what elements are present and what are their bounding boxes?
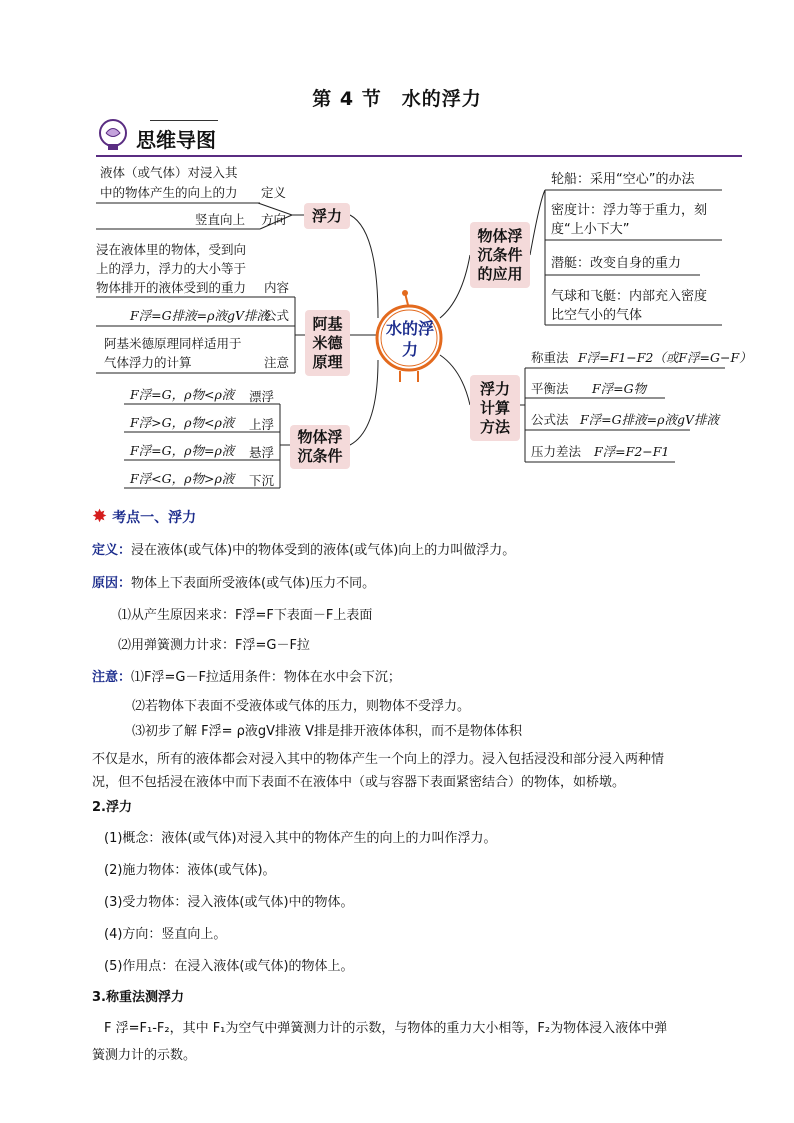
cond-tag-1: 漂浮 [249,389,275,404]
node-conditions-line1: 物体浮 [297,428,343,446]
node-methods-line2: 计算 [479,398,510,417]
arch-content-tag: 内容 [264,280,290,295]
node-methods-line1: 浮力 [479,379,510,398]
arch-content-3: 物体排开的液体受到的重力 [96,280,247,295]
method-formula-4: F浮=F2−F1 [594,444,670,459]
arch-note-1: 阿基米德原理同样适用于 [104,336,242,351]
cause-line [92,574,375,594]
node-applications-line3: 的应用 [477,264,523,283]
mindmap-heading: 思维导图 [136,128,216,152]
section1-heading-row [92,506,196,527]
app-item-2: 密度计：浮力等于重力，刻 [551,203,708,218]
section1-heading: 考点一、浮力 [112,510,197,526]
method-name-3: 公式法 [531,412,569,427]
cond-formula-4: F浮<G，ρ物>ρ液 [130,471,235,486]
cause-method-1: ⑴从产生原因来求：F浮=F下表面－F上表面 [118,608,373,623]
node-methods [470,375,520,441]
cause-text: 物体上下表面所受液体(或气体)压力不同。 [131,576,376,591]
node-conditions [290,425,350,469]
cause-method-2: ⑵用弹簧测力计求：F浮=G－F拉 [118,638,310,653]
method-formula-1: F浮=F1−F2（或F浮=G−F） [578,350,752,365]
node-archimedes-line2: 米德 [312,333,343,352]
s2-item-2: (2)施力物体：液体(或气体)。 [104,863,276,878]
app-item-6: 比空气小的气体 [551,308,643,323]
s3-line-1: F 浮=F₁-F₂，其中 F₁为空气中弹簧测力计的示数，与物体的重力大小相等，F₂为物体浸入液体中弹 [104,1021,668,1036]
node-methods-line3: 方法 [479,417,510,436]
method-name-1: 称重法 [531,350,569,365]
dir-text: 竖直向上 [195,212,246,227]
note-label: 注意： [92,670,132,685]
dir-tag: 方向 [261,212,287,227]
app-item-4: 潜艇：改变自身的重力 [551,256,682,271]
def-tag: 定义 [261,185,287,200]
s3-line-2: 簧测力计的示数。 [92,1048,197,1063]
definition-text: 浸在液体(或气体)中的物体受到的液体(或气体)向上的力叫做浮力。 [131,543,516,558]
cause-label: 原因： [92,576,132,591]
paragraph-line-1: 不仅是水，所有的液体都会对浸入其中的物体产生一个向上的浮力。浸入包括浸没和部分浸入两种情 [92,752,665,767]
s2-item-3: (3)受力物体：浸入液体(或气体)中的物体。 [104,895,354,910]
method-name-4: 压力差法 [531,444,582,459]
app-item-5: 气球和飞艇：内部充入密度 [551,289,708,304]
cond-tag-4: 下沉 [249,473,275,488]
s2-item-4: (4)方向：竖直向上。 [104,927,227,942]
arch-note-2: 气体浮力的计算 [104,355,192,370]
definition-label: 定义： [92,543,132,558]
page-title: 第 4 节 水的浮力 [312,88,482,110]
node-archimedes [305,310,350,376]
s2-item-1: (1)概念：液体(或气体)对浸入其中的物体产生的向上的力叫作浮力。 [104,831,497,846]
note-2: ⑵若物体下表面不受液体或气体的压力，则物体不受浮力。 [132,699,471,714]
node-conditions-line2: 沉条件 [297,447,343,465]
arch-content-1: 浸在液体里的物体，受到向 [96,242,247,257]
def-text-2: 中的物体产生的向上的力 [100,185,238,200]
cond-formula-2: F浮>G，ρ物<ρ液 [130,415,235,430]
method-name-2: 平衡法 [531,381,569,396]
arch-formula-tag: 公式 [264,308,290,323]
node-archimedes-line1: 阿基 [312,314,343,333]
method-formula-3: F浮=G排液=ρ液gV排液 [580,412,719,427]
arch-note-tag: 注意 [264,355,290,370]
s2-item-5: (5)作用点：在浸入液体(或气体)的物体上。 [104,959,354,974]
app-item-3: 度“上小下大” [551,222,630,237]
arch-content-2: 上的浮力，浮力的大小等于 [96,261,247,276]
node-applications [470,222,530,288]
note-1: ⑴F浮=G－F拉适用条件：物体在水中会下沉； [131,670,401,685]
method-formula-2: F浮=G物 [592,381,647,396]
definition-line [92,541,515,561]
star-burst-icon: ✸ [92,506,108,527]
cond-tag-3: 悬浮 [249,445,275,460]
arch-formula: F浮=G排液=ρ液gV排液 [130,308,269,323]
cond-tag-2: 上浮 [249,417,275,432]
node-buoyancy: 浮力 [304,203,350,229]
node-applications-line2: 沉条件 [477,245,523,264]
mindmap-center: 水的浮力 [385,319,434,359]
section3-heading: 3.称重法测浮力 [92,990,184,1005]
section2-heading: 2.浮力 [92,800,132,815]
def-text-1: 液体（或气体）对浸入其 [100,165,238,180]
node-archimedes-line3: 原理 [312,352,343,371]
cond-formula-3: F浮=G，ρ物=ρ液 [130,443,235,458]
node-applications-line1: 物体浮 [477,226,523,245]
paragraph-line-2: 况，但不包括浸在液体中而下表面不在液体中（或与容器下表面紧密结合）的物体，如桥墩。 [92,775,626,790]
cond-formula-1: F浮=G，ρ物<ρ液 [130,387,235,402]
app-item-1: 轮船：采用“空心”的办法 [551,172,695,187]
note-3: ⑶初步了解 F浮= ρ液gV排液 V排是排开液体体积，而不是物体体积 [132,724,523,739]
note-line-1 [92,668,401,688]
